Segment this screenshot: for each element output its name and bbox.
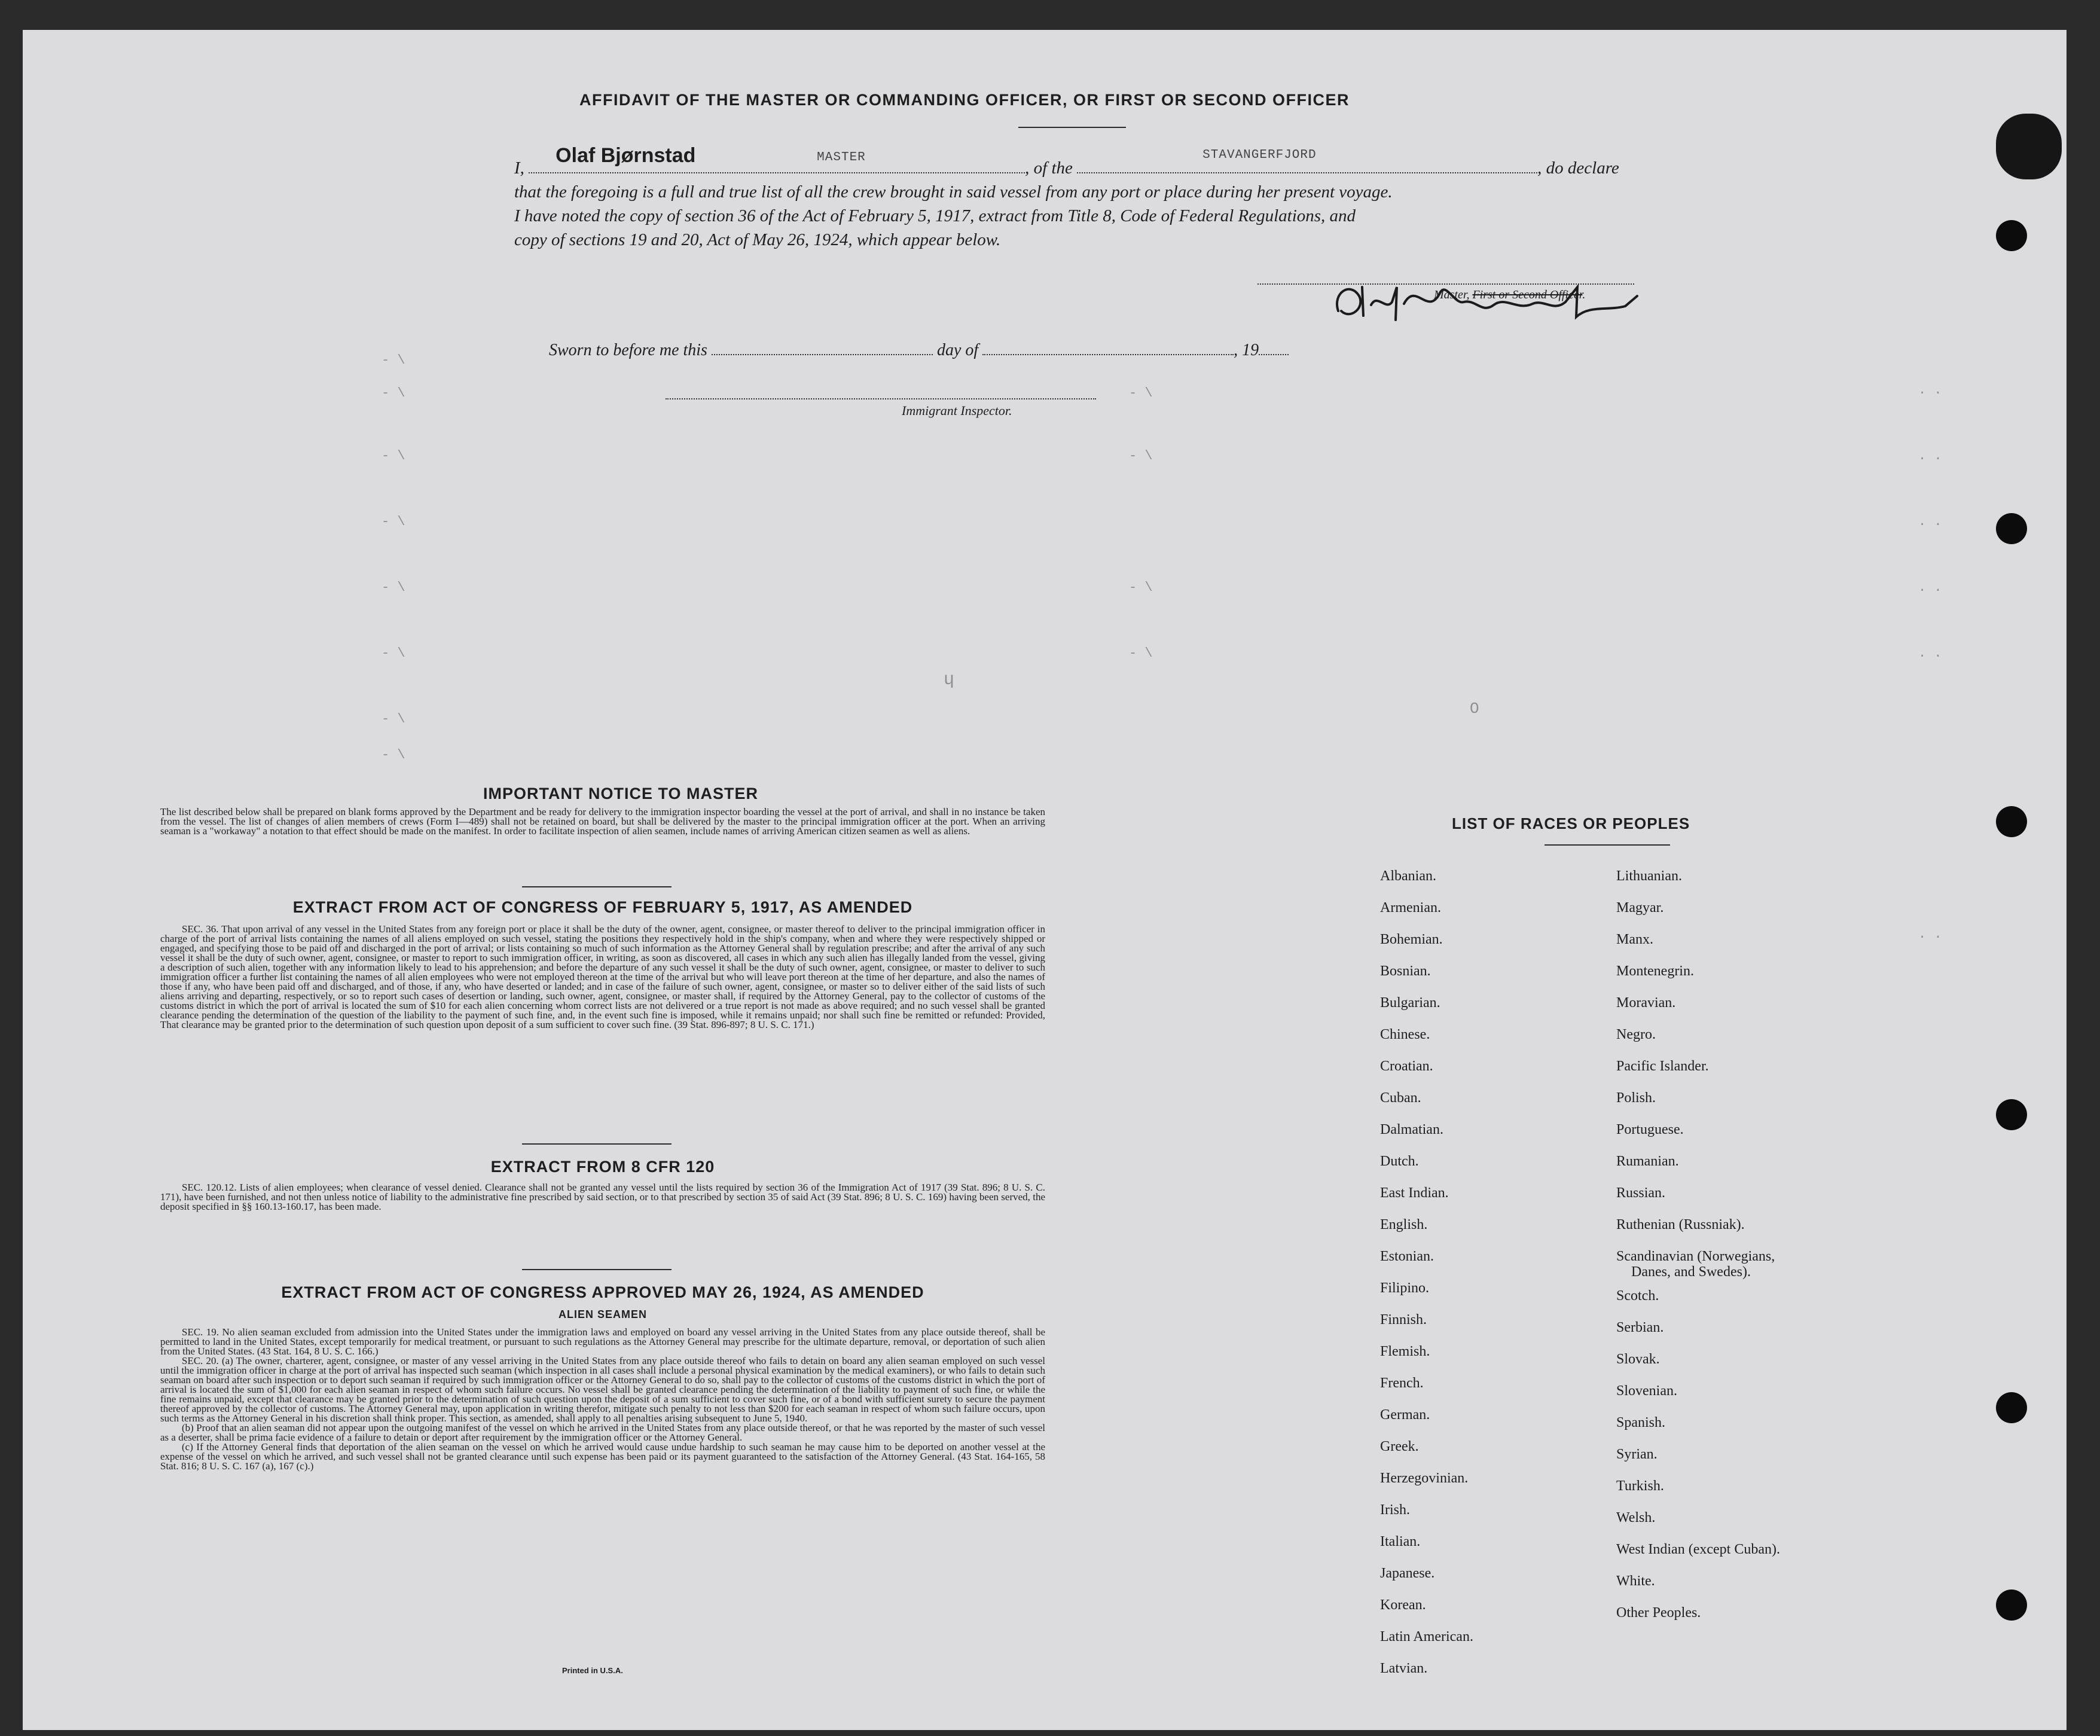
- sec-20c-text: (c) If the Attorney General finds that deportation of the alien seaman on the vessel on which he arrived would cause undue hardship to such seaman he may cause him to be deported on another vessel at the expense of the vessel on which he arrived, and such vessel shall not be granted clearance until such expense has been paid or its payment guaranteed to the satisfaction of the Attorney General. (43 Stat. 164-165, 58 Stat. 816; 8 U. S. C. 167 (a), 167 (c).): [160, 1441, 1045, 1472]
- cfr-rule: [522, 1269, 671, 1270]
- sworn-day-field: [712, 354, 933, 355]
- race-item: Welsh.: [1616, 1510, 1656, 1526]
- declaration-line-4: copy of sections 19 and 20, Act of May 26, 1924, which appear below.: [514, 230, 1001, 249]
- signature-label-struck: First or Second Officer: [1472, 288, 1583, 301]
- race-item: Turkish.: [1616, 1478, 1664, 1494]
- punch-hole: [1996, 220, 2027, 251]
- extract-1924-body: [160, 1328, 1045, 1471]
- printed-in-usa: Printed in U.S.A.: [562, 1666, 623, 1675]
- race-item: Herzegovinian.: [1380, 1470, 1469, 1486]
- race-item: Syrian.: [1616, 1447, 1658, 1462]
- race-item: Pacific Islander.: [1616, 1058, 1709, 1074]
- cfr-title: EXTRACT FROM 8 CFR 120: [490, 1158, 715, 1176]
- race-item: Latvian.: [1380, 1661, 1428, 1676]
- race-item: Bulgarian.: [1380, 995, 1440, 1011]
- race-item: Danes, and Swedes).: [1631, 1264, 1751, 1280]
- punch-hole: [1996, 806, 2027, 837]
- signature-line: [1257, 283, 1634, 285]
- race-item: Slovak.: [1616, 1351, 1660, 1367]
- punch-hole: [1996, 513, 2027, 544]
- do-declare-text: , do declare: [1537, 158, 1619, 178]
- race-item: Chinese.: [1380, 1027, 1430, 1042]
- sworn-text-c: , 19: [1234, 341, 1259, 359]
- extract-1924-title: EXTRACT FROM ACT OF CONGRESS APPROVED MAY 26, 1924, AS AMENDED: [281, 1283, 924, 1301]
- race-item: Scotch.: [1616, 1288, 1659, 1304]
- race-item: Flemish.: [1380, 1344, 1430, 1359]
- race-item: Dalmatian.: [1380, 1122, 1443, 1137]
- race-item: Armenian.: [1380, 900, 1441, 916]
- race-item: Korean.: [1380, 1597, 1426, 1613]
- vessel-stamp: STAVANGERFJORD: [1202, 148, 1317, 162]
- sec-20a-text: SEC. 20. (a) The owner, charterer, agent, consignee, or master of any vessel arriving in the United States from any place outside thereof who fails to detain on board any alien seaman employed on such vessel until the immigration officer in charge at the port of arrival has inspected such seaman (which inspection in all cases shall include a personal physical examination by the medical examiners), or who fails to detain such seaman on board after such inspection or to deport such seaman if required by such immigration officer or the Attorney General to do so, shall pay to the collector of customs of the customs district in which the port of arrival is located the sum of $1,000 for each alien seaman in respect of whom such failure occurs. No vessel shall be granted clearance pending the determination of the liability to payment of such fine, or while the fine remains unpaid, except that clearance may be granted prior to the determination of such question upon the deposit of a sum sufficient to cover such fine, or of a bond with sufficient surety to secure the payment thereof approved by the collector of customs. The Attorney General may, upon application in writing therefor, mitigate such penalty to not less than $200 for each seaman in respect of whom such failure occurs, upon such terms as the Attorney General in his discretion shall think proper. This section, as amended, shall apply to all penalties arising subsequent to June 5, 1940.: [160, 1355, 1045, 1424]
- race-item: Portuguese.: [1616, 1122, 1684, 1137]
- sec-19-text: SEC. 19. No alien seaman excluded from admission into the United States under the immigration laws and employed on board any vessel arriving in the United States from any place outside thereof, shall be permitted to land in the United States, except temporarily for medical treatment, or pursuant to such regulations as the Attorney General may prescribe for the ultimate departure, removal, or deportation of such alien from the United States. (43 Stat. 164, 8 U. S. C. 166.): [160, 1326, 1045, 1357]
- race-item: Scandinavian (Norwegians,: [1616, 1249, 1775, 1264]
- race-item: Cuban.: [1380, 1090, 1421, 1106]
- races-title: LIST OF RACES OR PEOPLES: [1452, 814, 1690, 832]
- race-item: Polish.: [1616, 1090, 1656, 1106]
- race-item: Irish.: [1380, 1502, 1410, 1518]
- extract-1917-body: SEC. 36. That upon arrival of any vessel in the United States from any foreign port or place it shall be the duty of the owner, agent, consignee, or master thereof to deliver to the principal immigration officer in charge of the port of arrival lists containing the names of all aliens employed on such vessel, stating the positions they respectively hold in the ship's company, when and where they were respectively shipped or engaged, and specifying those to be paid off and discharged in the port of arrival; or lists containing so much of such information as the Attorney General shall by regulation prescribe; and after the arrival of any such vessel it shall be the duty of such owner, agent, consignee, or master to report to such immigration officer, in writing, as soon as discovered, all cases in which any such alien has illegally landed from the vessel, giving a description of such alien, together with any information likely to lead to his apprehension; and before the departure of any such vessel it shall be the duty of such owner, agent, consignee, or master to deliver to such immigration officer a further list containing the names of all alien employees who were not employed thereon at the time of the arrival but who will leave port thereon at the time of her departure, and also the names of those if any, who have been paid off and discharged, and of those, if any, who have deserted or landed; and in case of the failure of such owner, agent, consignee, or master so to deliver either of the said lists of such aliens arriving and departing, respectively, or so to report such cases of desertion or landing, such owner, agent, consignee, or master shall, if required by the Attorney General, pay to the collector of customs of the customs district in which the port of arrival is located the sum of $10 for each alien concerning whom correct lists are not delivered or a true report is not made as above required; and no such vessel shall be granted clearance pending the determination of the question of the liability to the payment of such fine, and, in the event such fine is imposed, while it remains unpaid; nor shall such fine be remitted or refunded: Provided, That clearance may be granted prior to the determination of such question upon deposit of a sum sufficient to cover such fine. (39 Stat. 896-897; 8 U. S. C. 171.): [160, 923, 1045, 1030]
- affidavit-declaration: [514, 144, 1662, 252]
- inspector-label: Immigrant Inspector.: [902, 403, 1012, 418]
- master-signature: [1326, 269, 1661, 335]
- title-rule: [1018, 127, 1126, 128]
- vessel-field: [1077, 150, 1537, 173]
- notice-title: IMPORTANT NOTICE TO MASTER: [483, 785, 758, 803]
- cfr-body: SEC. 120.12. Lists of alien employees; when clearance of vessel denied. Clearance shall not be granted any vessel until the lists required by section 36 of the Immigration Act of 1917 (39 Stat. 896; 8 U. S. C. 171), have been furnished, and not then unless notice of liability to the administrative fine prescribed by said section, or to that prescribed by section 35 of said Act (39 Stat. 896; 8 U. S. C. 169) having been served, the deposit specified in §§ 160.13-160.17, has been made.: [160, 1182, 1045, 1212]
- affidavit-title: AFFIDAVIT OF THE MASTER OR COMMANDING OFFICER, OR FIRST OR SECOND OFFICER: [579, 91, 1350, 109]
- race-item: Moravian.: [1616, 995, 1676, 1011]
- race-item: Montenegrin.: [1616, 963, 1694, 979]
- race-item: Slovenian.: [1616, 1383, 1677, 1399]
- race-item: Estonian.: [1380, 1249, 1434, 1264]
- race-item: Croatian.: [1380, 1058, 1433, 1074]
- signature-label-master: Master,: [1434, 288, 1470, 301]
- race-item: Russian.: [1616, 1185, 1666, 1201]
- notice-rule: [522, 886, 671, 887]
- extract-1917-title: EXTRACT FROM ACT OF CONGRESS OF FEBRUARY 5, 1917, AS AMENDED: [292, 898, 913, 916]
- signature-label-end: .: [1582, 288, 1586, 301]
- race-item: Bosnian.: [1380, 963, 1431, 979]
- race-item: Italian.: [1380, 1534, 1421, 1549]
- punch-hole: [1996, 1589, 2027, 1621]
- document-page: AFFIDAVIT OF THE MASTER OR COMMANDING OFFICER, OR FIRST OR SECOND OFFICER I, Olaf Bjørnstad MASTER , of the STAVANGERFJORD , do declare that the foregoing is a full and true list of all the crew brought in said vessel from any port or place during her present voyage. I have noted the copy of section 36 of the Act of February 5, 1917, extract from Title 8, Code of Federal Regulations, and copy of sections 19 and 20, Act of May 26, 1924, which appear below. Master, First or Second Officer. Sworn to before me this day of , 19 Immigrant Inspector. - \ - \ - \ - \ - \ - \ - \ - \ - \ - \ - \ - \ ɥ O . . . . . . . . . . . . IMPORTANT NOTICE TO MASTER The list described below shall be prepared on blank forms approved by the Department and be ready for delivery to the immigration inspector boarding the vessel at the port of arrival, and shall in no instance be taken from the vessel. The list of changes of alien members of crews (Form I—489) shall not be retained on board, but shall be delivered by the master to the principal immigration officer at the port. When an arriving seaman is a "workaway" a notation to that effect should be made on the manifest. In order to facilitate inspection of alien seamen, include names of arriving American citizen seamen as well as aliens. EXTRACT FROM ACT OF CONGRESS OF FEBRUARY 5, 1917, AS AMENDED SEC. 36. That upon arrival of any vessel in the United States from any foreign port or place it shall be the duty of the owner, agent, consignee, or master thereof to deliver to the principal immigration officer in charge of the port of arrival lists containing the names of all aliens employed on such vessel, stating the positions they respectively hold in the ship's company, when and where they were respectively shipped or engaged, and specifying those to be paid off and discharged in the port of arrival; or lists containing so much of such information as the Attorney General shall by regulation prescribe; and after the arrival of any such vessel it shall be the duty of such owner, agent, consignee, or master to report to such immigration officer, in writing, as soon as discovered, all cases in which any such alien has illegally landed from the vessel, giving a description of such alien, together with any information likely to lead to his apprehension; and before the departure of any such vessel it shall be the duty of such owner, agent, consignee, or master to deliver to such immigration officer a further list containing the names of all alien employees who were not employed thereon at the time of the arrival but who will leave port thereon at the time of her departure, and also the names of those if any, who have been paid off and discharged, and of those, if any, who have deserted or landed; and in case of the failure of such owner, agent, consignee, or master so to deliver either of the said lists of such aliens arriving and departing, respectively, or so to report such cases of desertion or landing, such owner, agent, consignee, or master shall, if required by the Attorney General, pay to the collector of customs of the customs district in which the port of arrival is located the sum of $10 for each alien concerning whom correct lists are not delivered or a true report is not made as above required; and no such vessel shall be granted clearance pending the determination of the question of the liability to the payment of such fine, and, in the event such fine is imposed, while it remains unpaid; nor shall such fine be remitted or refunded: Provided, That clearance may be granted prior to the determination of such question upon deposit of a sum sufficient to cover such fine. (39 Stat. 896-897; 8 U. S. C. 171.) EXTRACT FROM 8 CFR 120 SEC. 120.12. Lists of alien employees; when clearance of vessel denied. Clearance shall not be granted any vessel until the lists required by section 36 of the Immigration Act of 1917 (39 Stat. 896; 8 U. S. C. 171), have been furnished, and not then unless notice of liability to the administrative fine prescribed by said section, or to that prescribed by section 35 of said Act (39 Stat. 896; 8 U. S. C. 169) having been served, the deposit specified in §§ 160.13-160.17, has been made. EXTRACT FROM ACT OF CONGRESS APPROVED MAY 26, 1924, AS AMENDED ALIEN SEAMEN SEC. 19. No alien seaman excluded from admission into the United States under the immigration laws and employed on board any vessel arriving in the United States from any place outside thereof, shall be permitted to land in the United States, except temporarily for medical treatment, or pursuant to such regulations as the Attorney General may prescribe for the ultimate departure, removal, or deportation of such alien from the United States. (43 Stat. 164, 8 U. S. C. 166.) SEC. 20. (a) The owner, charterer, agent, consignee, or master of any vessel arriving in the United States from any place outside thereof who fails to detain on board any alien seaman employed on such vessel until the immigration officer in charge at the port of arrival has inspected such seaman (which inspection in all cases shall include a personal physical examination by the medical examiners), or who fails to detain such seaman on board after such inspection or to deport such seaman if required by such immigration officer or the Attorney General to do so, shall pay to the collector of customs of the customs district in which the port of arrival is located the sum of $1,000 for each alien seaman in respect of whom such failure occurs. No vessel shall be granted clearance pending the determination of the liability to payment of such fine, or while the fine remains unpaid, except that clearance may be granted prior to the determination of such question upon the deposit of a sum sufficient to cover such fine, or of a bond with sufficient surety to secure the payment thereof approved by the collector of customs. The Attorney General may, upon application in writing therefor, mitigate such penalty to not less than $200 for each seaman in respect of whom such failure occurs, upon such terms as the Attorney General in his discretion shall think proper. This section, as amended, shall apply to all penalties arising subsequent to June 5, 1940. (b) Proof that an alien seaman did not appear upon the outgoing manifest of the vessel on which he arrived in the United States from any place outside thereof, or that he was reported by the master of such vessel as a deserter, shall be prima facie evidence of a failure to detain or deport after requirement by the immigration officer or the Attorney General. (c) If the Attorney General finds that deportation of the alien seaman on the vessel on which he arrived would cause undue hardship to such seaman he may cause him to be deported on another vessel at the expense of the vessel on which he arrived, and such vessel shall not be granted clearance until such expense has been paid or its payment guaranteed to the satisfaction of the Attorney General. (43 Stat. 164-165, 58 Stat. 816; 8 U. S. C. 167 (a), 167 (c).) Printed in U.S.A. LIST OF RACES OR PEOPLES Albanian. Armenian. Bohemian. Bosnian. Bulgarian. Chinese. Croatian. Cuban. Dalmatian. Dutch. East Indian. English. Estonian. Filipino. Finnish. Flemish. French. German. Greek. Herzegovinian. Irish. Italian. Japanese. Korean. Latin American. Latvian. Lithuanian. Magyar. Manx. Montenegrin. Moravian. Negro. Pacific Islander. Polish. Portuguese. Rumanian. Russian. Ruthenian (Russniak). Scandinavian (Norwegians, Danes, and Swedes). Scotch. Serbian. Slovak. Slovenian. Spanish. Syrian. Turkish. Welsh. West Indian (except Cuban). White. Other Peoples.: [23, 30, 2067, 1730]
- race-item: Manx.: [1616, 932, 1653, 947]
- race-item: Other Peoples.: [1616, 1605, 1701, 1621]
- torn-corner-mark: [1996, 114, 2062, 179]
- race-item: East Indian.: [1380, 1185, 1449, 1201]
- declaration-line-3: I have noted the copy of section 36 of the Act of February 5, 1917, extract from Title 8, Code of Federal Regulations, and: [514, 206, 1356, 225]
- notice-body: The list described below shall be prepared on blank forms approved by the Department and be ready for delivery to the immigration inspector boarding the vessel at the port of arrival, and shall in no instance be taken from the vessel. The list of changes of alien members of crews (Form I—489) shall not be retained on board, but shall be delivered by the master to the principal immigration officer at the port. When an arriving seaman is a "workaway" a notation to that effect should be made on the manifest. In order to facilitate inspection of alien seamen, include names of arriving American citizen seamen as well as aliens.: [160, 806, 1045, 837]
- race-item: Finnish.: [1380, 1312, 1427, 1328]
- sworn-text-a: Sworn to before me this: [549, 341, 707, 359]
- officer-name-field: [529, 144, 1025, 173]
- sworn-line: [549, 341, 1289, 360]
- race-item: Spanish.: [1616, 1415, 1666, 1430]
- punch-hole: [1996, 1099, 2027, 1130]
- race-item: French.: [1380, 1375, 1424, 1391]
- race-item: German.: [1380, 1407, 1430, 1423]
- officer-name: Olaf Bjørnstad: [555, 144, 696, 167]
- punch-hole: [1996, 1392, 2027, 1423]
- race-item: Filipino.: [1380, 1280, 1430, 1296]
- race-item: Ruthenian (Russniak).: [1616, 1217, 1745, 1232]
- race-item: Bohemian.: [1380, 932, 1443, 947]
- sworn-year-field: [1259, 354, 1289, 355]
- race-item: Lithuanian.: [1616, 868, 1682, 884]
- race-item: Rumanian.: [1616, 1154, 1679, 1169]
- race-item: Dutch.: [1380, 1154, 1419, 1169]
- race-item: Serbian.: [1616, 1320, 1664, 1335]
- race-item: Japanese.: [1380, 1566, 1435, 1581]
- extract-1917-rule: [522, 1143, 671, 1145]
- i-prefix: I,: [514, 158, 524, 178]
- races-rule: [1545, 844, 1670, 846]
- sec-20b-text: (b) Proof that an alien seaman did not appear upon the outgoing manifest of the vessel on which he arrived in the United States from any place outside thereof, or that he was reported by the master of such vessel as a deserter, shall be prima facie evidence of a failure to detain or deport after requirement by the immigration officer or the Attorney General.: [160, 1422, 1045, 1443]
- race-item: Negro.: [1616, 1027, 1656, 1042]
- race-item: English.: [1380, 1217, 1428, 1232]
- race-item: Greek.: [1380, 1439, 1419, 1454]
- sworn-text-b: day of: [936, 341, 979, 359]
- declaration-line-2: that the foregoing is a full and true list of all the crew brought in said vessel from any port or place during her present voyage.: [514, 182, 1393, 202]
- sworn-month-field: [982, 354, 1234, 355]
- inspector-signature-line: [666, 398, 1096, 399]
- race-item: Albanian.: [1380, 868, 1436, 884]
- race-item: White.: [1616, 1573, 1655, 1589]
- race-item: Latin American.: [1380, 1629, 1473, 1645]
- race-item: West Indian (except Cuban).: [1616, 1542, 1780, 1557]
- extract-1924-subtitle: ALIEN SEAMEN: [558, 1308, 647, 1320]
- signature-label: [1434, 288, 1585, 302]
- of-the-text: , of the: [1025, 158, 1073, 178]
- race-item: Magyar.: [1616, 900, 1664, 916]
- rank-stamp: MASTER: [817, 151, 866, 164]
